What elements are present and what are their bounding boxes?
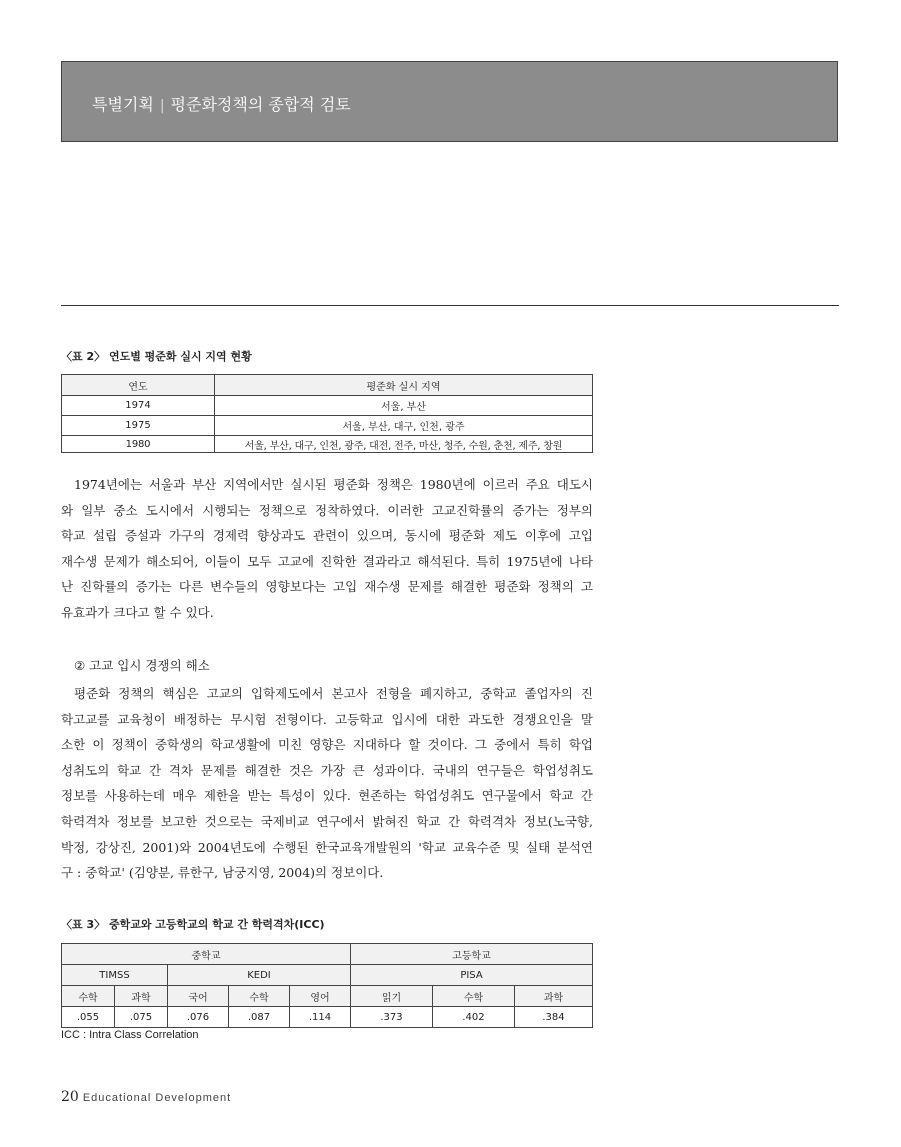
table2 (61, 374, 593, 453)
table3-level-middle: 중학교 (62, 944, 351, 965)
table3-subject: 과학 (515, 986, 593, 1007)
table3-subject: 수학 (433, 986, 515, 1007)
paragraph-line: 난 진학률의 증가는 다른 변수들의 영향보다는 고입 재수생 문제를 해결한 평준화 정책의 고 (61, 579, 593, 595)
table2-header-row (62, 375, 593, 396)
footer-label: Educational Development (82, 1092, 232, 1104)
table-row (62, 436, 593, 453)
table3-level-high: 고등학교 (351, 944, 593, 965)
paragraph-line: 평준화 정책의 핵심은 고교의 입학제도에서 본고사 전형을 폐지하고, 중학교 졸업자의 진 (74, 686, 593, 701)
table-row (62, 1007, 593, 1028)
paragraph-2 (61, 681, 593, 886)
table2-cell-regions: 서울, 부산, 대구, 인천, 광주, 대전, 전주, 마산, 청주, 수원, 춘천, 제주, 창원 (215, 436, 593, 453)
table2-caption: 〈표 2〉 연도별 평준화 실시 지역 현황 (61, 350, 252, 363)
section-header-band (61, 61, 838, 142)
paragraph-1 (61, 472, 593, 626)
table3-value: .373 (351, 1007, 433, 1028)
paragraph-line: 유효과가 크다고 할 수 있다. (61, 604, 214, 620)
subheading: ② 고교 입시 경쟁의 해소 (74, 658, 210, 673)
table3-subject-row (62, 986, 593, 1007)
paragraph-line: 구 : 중학교' (김양분, 류한구, 남궁지영, 2004)의 정보이다. (61, 865, 384, 881)
paragraph-line: 학력격차 정보를 보고한 것으로는 국제비교 연구에서 밝혀진 학교 간 학력격차 정보(노국향, (61, 813, 593, 829)
horizontal-rule (61, 305, 839, 306)
table2-cell-year: 1974 (62, 396, 215, 416)
table2-header-year: 연도 (62, 375, 215, 396)
table3-value: .402 (433, 1007, 515, 1028)
table2-cell-regions: 서울, 부산, 대구, 인천, 광주 (215, 416, 593, 436)
table3-source-timss: TIMSS (62, 965, 168, 986)
table3-value: .055 (62, 1007, 115, 1028)
paragraph-line: 소한 이 정책이 중학생의 학교생활에 미친 영향은 지대하다 할 것이다. 그 중에서 특히 학업 (61, 737, 593, 753)
section-name: 특별기획 (92, 95, 154, 114)
paragraph-line: 정보를 사용하는데 매우 제한을 받는 특성이 있다. 현존하는 학업성취도 연구물에서 학교 간 (61, 788, 593, 804)
page-number: 20 (61, 1089, 79, 1105)
table3-subject: 수학 (62, 986, 115, 1007)
table3-subject: 읽기 (351, 986, 433, 1007)
page-footer (61, 1086, 231, 1105)
paragraph-line: 1974년에는 서울과 부산 지역에서만 실시된 평준화 정책은 1980년에 이르러 주요 대도시 (74, 477, 593, 492)
table-row (62, 416, 593, 436)
table3-level-row (62, 944, 593, 965)
table2-cell-regions: 서울, 부산 (215, 396, 593, 416)
table2-cell-year: 1975 (62, 416, 215, 436)
table3-value: .087 (229, 1007, 290, 1028)
paragraph-line: 학교 설립 증설과 가구의 경제력 향상과도 관련이 있으며, 동시에 평준화 제도 이후에 고입 (61, 528, 593, 544)
table3-note: ICC : Intra Class Correlation (61, 1029, 199, 1041)
table-row (62, 396, 593, 416)
table3-source-kedi: KEDI (168, 965, 351, 986)
table3-subject: 과학 (115, 986, 168, 1007)
table3-value: .076 (168, 1007, 229, 1028)
table2-cell-year: 1980 (62, 436, 215, 453)
table3-source-pisa: PISA (351, 965, 593, 986)
table3-value: .384 (515, 1007, 593, 1028)
section-header-title (92, 92, 351, 115)
table3-source-row (62, 965, 593, 986)
paragraph-line: 성취도의 학교 간 격차 문제를 해결한 것은 가장 큰 성과이다. 국내의 연구들은 학업성취도 (61, 762, 593, 778)
table2-header-regions: 평준화 실시 지역 (215, 375, 593, 396)
paragraph-line: 와 일부 중소 도시에서 시행되는 정책으로 정착하였다. 이러한 고교진학률의 증가는 정부의 (61, 502, 593, 518)
paragraph-line: 재수생 문제가 해소되어, 이들이 모두 고교에 진학한 결과라고 해석된다. 특히 1975년에 나타 (61, 553, 593, 569)
table3 (61, 943, 593, 1028)
table3-subject: 국어 (168, 986, 229, 1007)
table3-subject: 영어 (290, 986, 351, 1007)
section-title: 평준화정책의 종합적 검토 (170, 95, 351, 114)
paragraph-line: 박정, 강상진, 2001)와 2004년도에 수행된 한국교육개발원의 '학교 교육수준 및 실태 분석연 (61, 839, 593, 855)
table3-subject: 수학 (229, 986, 290, 1007)
header-separator: | (159, 98, 165, 114)
paragraph-line: 학고교를 교육청이 배정하는 무시험 전형이다. 고등학교 입시에 대한 과도한 경쟁요인을 말 (61, 711, 593, 727)
table3-caption: 〈표 3〉 중학교와 고등학교의 학교 간 학력격차(ICC) (61, 918, 325, 931)
table3-value: .075 (115, 1007, 168, 1028)
table3-value: .114 (290, 1007, 351, 1028)
